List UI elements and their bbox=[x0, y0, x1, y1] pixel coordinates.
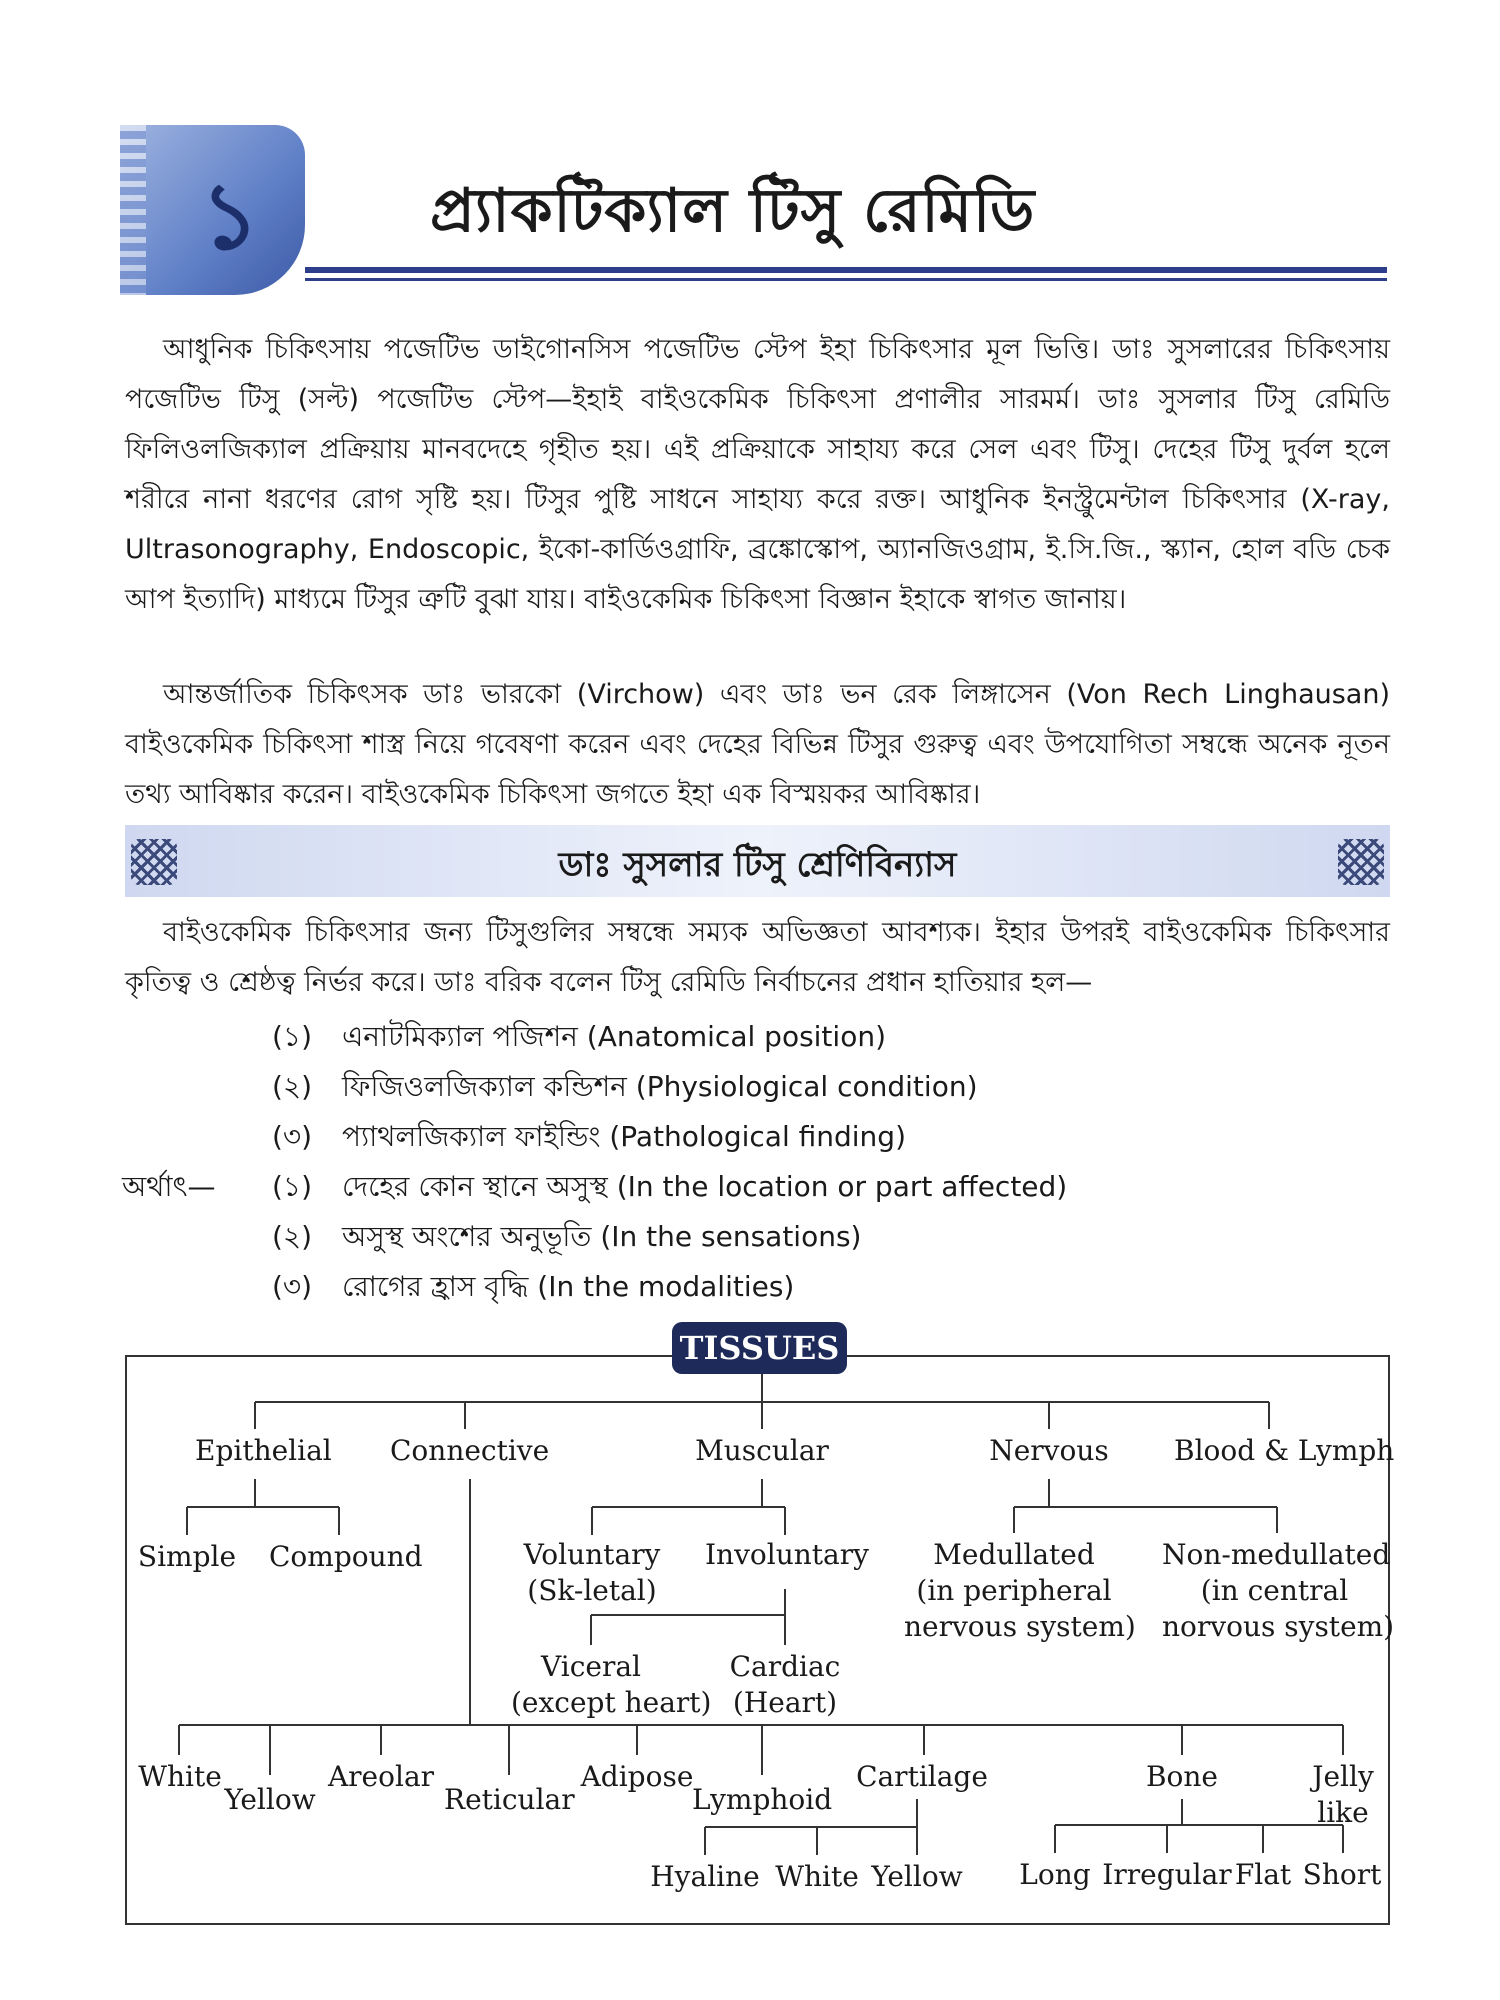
intro-p1-text: আধুনিক চিকিৎসায় পজেটিভ ডাইগোনসিস পজেটিভ স্টেপ ইহা চিকিৎসার মূল ভিত্তি। ডাঃ সুসলারের চিকিৎসায় পজেটিভ টিসু (সল্ট) পজেটিভ স্টেপ—ইহাই বাইওকেমিক চিকিৎসা প্রণালীর সারমর্ম। ডাঃ সুসলার টিসু রেমিডি ফিলিওলজিক্যাল প্রক্রিয়ায় মানবদেহে গৃহীত হয়। এই প্রক্রিয়াকে সাহায্য করে সেল এবং টিসু। দেহের টিসু দুর্বল হলে শরীরে নানা ধরণের রোগ সৃষ্টি হয়। টিসুর পুষ্টি সাধনে সাহায্য করে রক্ত। আধুনিক ইনস্ট্রুমেন্টাল চিকিৎসার (X-ray, Ultrasonography, Endoscopic, ইকো-কার্ডিওগ্রাফি, ব্রঙ্কোস্কোপ, অ্যানজিওগ্রাম, ই.সি.জি., স্ক্যান, হোল বডি চেক আপ ইত্যাদি) মাধ্যমে টিসুর ত্রুটি বুঝা যায়। বাইওকেমিক চিকিৎসা বিজ্ঞান ইহাকে স্বাগত জানায়। bbox=[125, 334, 1390, 615]
node-areolar: Areolar bbox=[327, 1760, 435, 1793]
title-divider bbox=[305, 267, 1387, 281]
list-item: (২) ফিজিওলজিক্যাল কন্ডিশন (Physiological condition) bbox=[272, 1070, 978, 1103]
badge-notch bbox=[120, 125, 146, 295]
chapter-badge bbox=[120, 125, 305, 295]
list-item: (৩) প্যাথলজিক্যাল ফাইন্ডিং (Pathological finding) bbox=[272, 1120, 906, 1153]
node-medullated: Medullated (in peripheral nervous system) bbox=[904, 1538, 1136, 1643]
list-item: (১) এনাটমিক্যাল পজিশন (Anatomical position) bbox=[272, 1020, 886, 1053]
page-title: প্র্যাকটিক্যাল টিসু রেমিডি bbox=[430, 176, 1036, 246]
node-cardiac: Cardiac (Heart) bbox=[729, 1650, 841, 1719]
tissues-diagram bbox=[125, 1355, 1395, 1925]
node-reticular: Reticular bbox=[444, 1783, 575, 1816]
intro-paragraph-1 bbox=[125, 325, 1390, 625]
list-item: (৩) রোগের হ্রাস বৃদ্ধি (In the modalities) bbox=[272, 1270, 795, 1303]
node-blood-lymph: Blood & Lymph bbox=[1174, 1434, 1395, 1467]
node-involuntary: Involuntary bbox=[705, 1538, 869, 1571]
tissues-root-badge: TISSUES bbox=[672, 1322, 847, 1374]
node-bone: Bone bbox=[1145, 1760, 1219, 1793]
node-flat: Flat bbox=[1234, 1858, 1292, 1891]
ornament-knot-right-icon bbox=[1338, 839, 1384, 885]
node-connective: Connective bbox=[390, 1434, 550, 1467]
intro-paragraph-2 bbox=[125, 670, 1390, 820]
node-non-medullated: Non-medullated (in central norvous system) bbox=[1162, 1538, 1395, 1643]
node-irregular: Irregular bbox=[1102, 1858, 1232, 1891]
node-long: Long bbox=[1019, 1858, 1091, 1891]
node-nervous: Nervous bbox=[989, 1434, 1109, 1467]
section-paragraph bbox=[125, 908, 1390, 1008]
node-voluntary: Voluntary (Sk-letal) bbox=[523, 1538, 661, 1607]
section-p1-text: বাইওকেমিক চিকিৎসার জন্য টিসুগুলির সম্বন্ধে সম্যক অভিজ্ঞতা আবশ্যক। ইহার উপরই বাইওকেমিক চিকিৎসার কৃতিত্ব ও শ্রেষ্ঠত্ব নির্ভর করে। ডাঃ বরিক বলেন টিসু রেমিডি নির্বাচনের প্রধান হাতিয়ার হল— bbox=[125, 917, 1390, 998]
node-epithelial: Epithelial bbox=[195, 1434, 332, 1467]
chapter-number: ১ bbox=[200, 163, 260, 270]
node-yellow: Yellow bbox=[224, 1783, 316, 1816]
node-visceral: Viceral (except heart) bbox=[511, 1650, 712, 1719]
node-short: Short bbox=[1302, 1858, 1382, 1891]
list-item: (২) অসুস্থ অংশের অনুভূতি (In the sensations) bbox=[272, 1220, 862, 1253]
node-white: White bbox=[138, 1760, 222, 1793]
node-hyaline: Hyaline bbox=[650, 1860, 760, 1893]
node-compound: Compound bbox=[269, 1540, 423, 1573]
node-simple: Simple bbox=[137, 1540, 237, 1573]
node-lymphoid: Lymphoid bbox=[692, 1783, 833, 1816]
list-item: (১) দেহের কোন স্থানে অসুস্থ (In the location or part affected) bbox=[272, 1170, 1068, 1203]
section-title: ডাঃ সুসলার টিসু শ্রেণিবিন্যাস bbox=[558, 845, 957, 885]
node-cartilage-white: White bbox=[775, 1860, 859, 1893]
node-adipose: Adipose bbox=[580, 1760, 694, 1793]
node-cartilage: Cartilage bbox=[856, 1760, 988, 1793]
node-jelly-like: Jelly like bbox=[1312, 1760, 1374, 1829]
intro-p2-text: আন্তর্জাতিক চিকিৎসক ডাঃ ভারকো (Virchow) এবং ডাঃ ভন রেক লিঙ্গাসেন (Von Rech Linghausan) বাইওকেমিক চিকিৎসা শাস্ত্র নিয়ে গবেষণা করেন এবং দেহের বিভিন্ন টিসুর গুরুত্ব এবং উপযোগিতা সম্বন্ধে অনেক নূতন তথ্য আবিষ্কার করেন। বাইওকেমিক চিকিৎসা জগতে ইহা এক বিস্ময়কর আবিষ্কার। bbox=[125, 679, 1390, 810]
node-cartilage-yellow: Yellow bbox=[871, 1860, 963, 1893]
section-heading-band bbox=[125, 825, 1390, 897]
list-label: অর্থাৎ— bbox=[122, 1170, 216, 1203]
node-muscular: Muscular bbox=[695, 1434, 829, 1467]
